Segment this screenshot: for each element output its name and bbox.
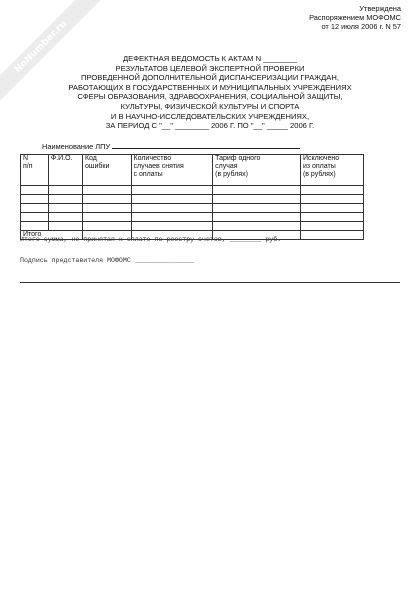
table-row <box>21 213 364 222</box>
title-line: РАБОТАЮЩИХ В ГОСУДАРСТВЕННЫХ И МУНИЦИПАЛЬНЫХ УЧРЕЖДЕНИЯХ <box>68 82 352 92</box>
table-cell[interactable] <box>300 213 363 222</box>
col-header-tariff <box>213 155 301 186</box>
header-text: Ф.И.О. <box>50 155 73 162</box>
header-text: с оплаты <box>133 171 163 179</box>
header-text: из оплаты <box>302 163 336 171</box>
table-row <box>21 222 364 231</box>
table-cell[interactable] <box>131 204 213 213</box>
table-cell[interactable] <box>21 213 49 222</box>
title-line: И В НАУЧНО-ИССЛЕДОВАТЕЛЬСКИХ УЧРЕЖДЕНИЯХ, <box>110 111 310 121</box>
watermark: NoNumber.ru <box>0 0 107 113</box>
table-cell[interactable] <box>213 213 301 222</box>
table-cell[interactable] <box>213 186 301 195</box>
header-text: Код <box>84 155 97 162</box>
table-cell[interactable] <box>131 213 213 222</box>
table-cell[interactable] <box>213 204 301 213</box>
table-cell[interactable] <box>213 222 301 231</box>
table-cell[interactable] <box>48 195 82 204</box>
table-cell[interactable] <box>131 186 213 195</box>
col-header-error-code <box>82 155 131 186</box>
approval-block <box>309 4 401 31</box>
header-text: Тариф одного <box>215 155 261 162</box>
defect-table <box>20 154 364 240</box>
col-header-name <box>48 155 82 186</box>
table-cell[interactable] <box>48 213 82 222</box>
header-text: случаев снятия <box>133 163 184 171</box>
header-text: Количество <box>133 155 172 162</box>
header-text: п/п <box>23 163 33 171</box>
table-cell[interactable] <box>48 186 82 195</box>
header-text: (в рублях) <box>215 171 248 179</box>
table-cell[interactable] <box>300 195 363 204</box>
header-text: (в рублях) <box>302 171 336 179</box>
table-row <box>21 195 364 204</box>
table-header-row <box>21 155 364 186</box>
table-cell[interactable] <box>82 213 131 222</box>
lpu-label: Наименование ЛПУ <box>42 142 111 151</box>
title-line: РЕЗУЛЬТАТОВ ЦЕЛЕВОЙ ЭКСПЕРТНОЙ ПРОВЕРКИ <box>115 63 305 73</box>
table-cell[interactable] <box>300 186 363 195</box>
table-cell[interactable] <box>82 222 131 231</box>
table-cell[interactable] <box>213 195 301 204</box>
table-cell[interactable] <box>82 195 131 204</box>
table-cell[interactable] <box>131 195 213 204</box>
table-cell[interactable] <box>21 195 49 204</box>
header-text: случая <box>215 163 238 171</box>
table-row <box>21 186 364 195</box>
approval-line: Утверждена <box>359 4 401 13</box>
table-cell[interactable] <box>21 186 49 195</box>
title-line: ПРОВЕДЕННОЙ ДОПОЛНИТЕЛЬНОЙ ДИСПАНСЕРИЗАЦИИ ГРАЖДАН, <box>81 73 339 83</box>
table-cell[interactable] <box>300 231 363 240</box>
signature-note: Подпись представителя МОФОМС _______________ <box>20 257 195 264</box>
table-cell[interactable] <box>21 222 49 231</box>
table-cell[interactable] <box>48 222 82 231</box>
table-cell[interactable] <box>82 204 131 213</box>
title-line: КУЛЬТУРЫ, ФИЗИЧЕСКОЙ КУЛЬТУРЫ И СПОРТА <box>120 101 300 111</box>
lpu-field <box>42 141 300 151</box>
approval-line: от 12 июля 2006 г. N 57 <box>321 22 401 31</box>
total-label: Итого <box>21 231 83 240</box>
table-cell[interactable] <box>48 204 82 213</box>
document-title <box>0 54 420 131</box>
divider <box>20 282 400 283</box>
table-cell[interactable] <box>131 222 213 231</box>
approval-line: Распоряжением МОФОМС <box>309 13 401 22</box>
col-header-cases-count <box>131 155 213 186</box>
header-text: N <box>23 155 29 162</box>
table-row <box>21 204 364 213</box>
title-line: СФЕРЫ ОБРАЗОВАНИЯ, ЗДРАВООХРАНЕНИЯ, СОЦИАЛЬНОЙ ЗАЩИТЫ, <box>77 92 343 102</box>
table-cell[interactable] <box>300 204 363 213</box>
title-line: ДЕФЕКТНАЯ ВЕДОМОСТЬ К АКТАМ N ________ <box>123 54 297 63</box>
table-cell[interactable] <box>82 186 131 195</box>
title-line: ЗА ПЕРИОД С "__" ________ 2006 Г. ПО "__" _____ 2006 Г. <box>105 121 315 131</box>
table-cell[interactable] <box>21 204 49 213</box>
header-text: Исключено <box>302 155 340 162</box>
col-header-number <box>21 155 49 186</box>
header-text: ошибки <box>84 163 110 171</box>
col-header-excluded <box>300 155 363 186</box>
lpu-blank-line <box>112 141 300 149</box>
total-sum-note: Итого сумма, не принятая к оплате по реестру счетов, ________ руб. <box>20 236 282 243</box>
table-cell[interactable] <box>300 222 363 231</box>
